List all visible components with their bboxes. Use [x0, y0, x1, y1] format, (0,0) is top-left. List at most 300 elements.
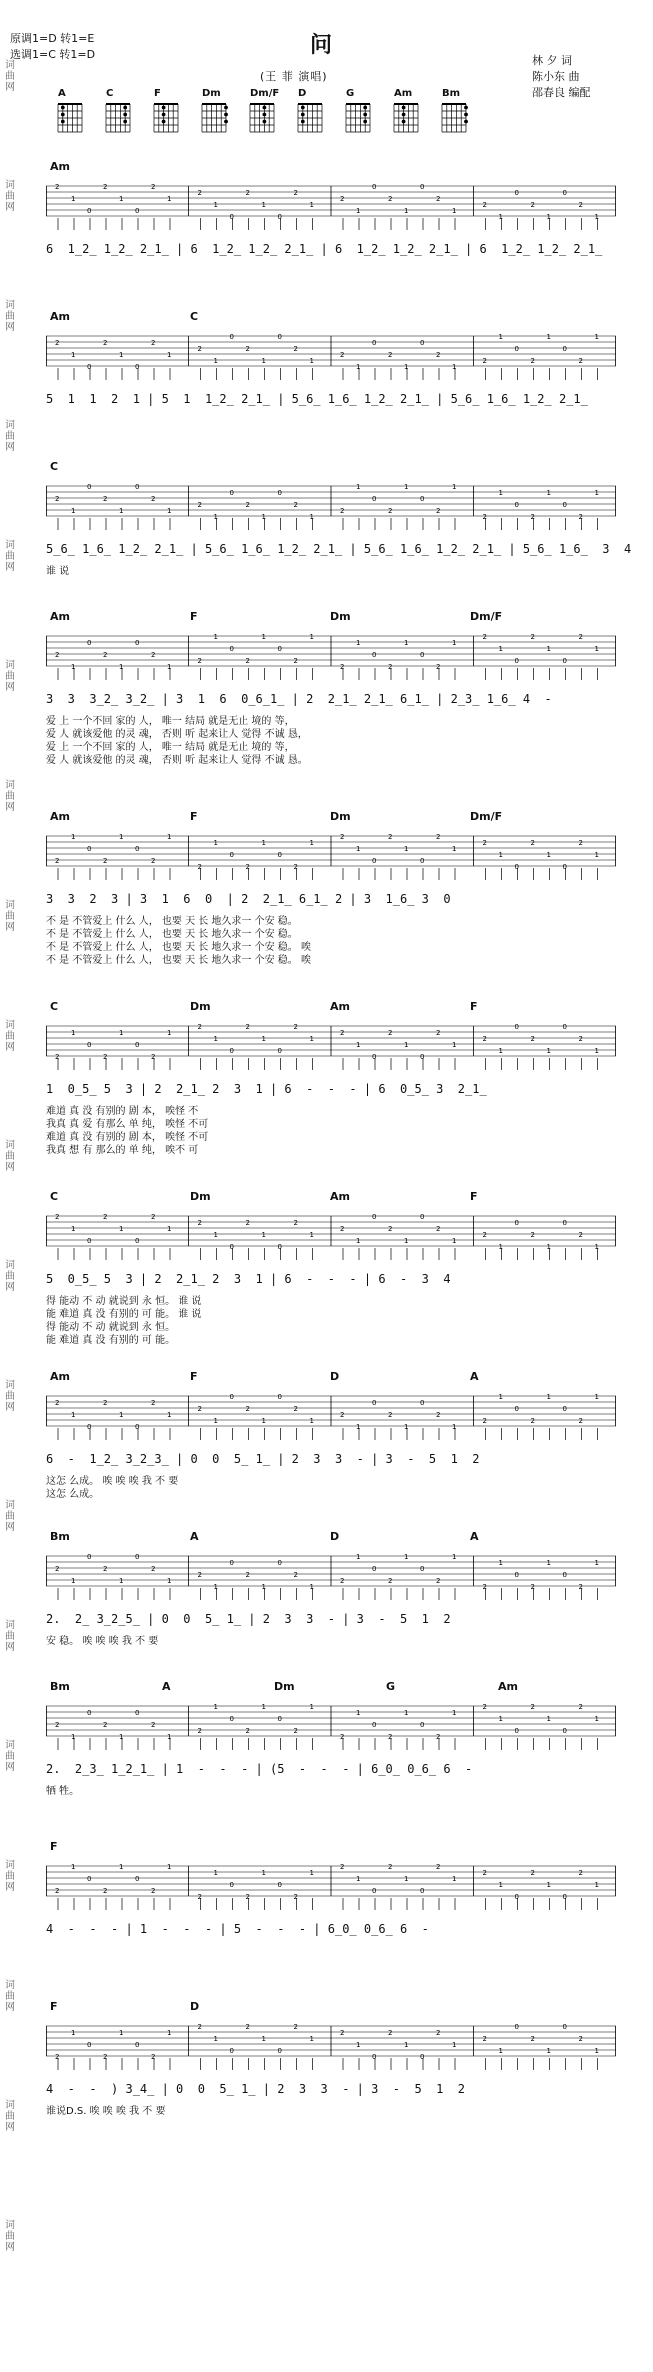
svg-text:1: 1 [261, 201, 266, 209]
chord-symbol: C [50, 460, 59, 473]
svg-text:2: 2 [578, 1231, 583, 1239]
lyric-line: 能 难道 真 没 有别的 可 能。 [46, 1335, 176, 1346]
svg-text:1: 1 [546, 2047, 551, 2055]
sidebar-watermark-text: 词 曲 网 [5, 2100, 15, 2133]
chord-symbol: Am [50, 610, 70, 623]
tab-staff [46, 1022, 616, 1070]
svg-text:1: 1 [167, 351, 172, 359]
svg-text:2: 2 [436, 663, 441, 671]
jianpu-line: 2. 2̲ 3̲2̲5̲ | 0 0 5̲ 1̲ | 2 3 3 - | 3 - 5 1 2 [46, 1612, 451, 1626]
svg-text:2: 2 [340, 663, 345, 671]
svg-text:2: 2 [55, 495, 60, 503]
svg-text:0: 0 [562, 1405, 567, 1413]
sidebar-watermark-text: 词 曲 网 [5, 1380, 15, 1413]
svg-text:2: 2 [388, 1411, 393, 1419]
svg-text:1: 1 [213, 1417, 218, 1425]
svg-text:1: 1 [71, 1411, 76, 1419]
svg-text:1: 1 [452, 1423, 457, 1431]
svg-text:2: 2 [55, 1721, 60, 1729]
svg-text:2: 2 [245, 1893, 250, 1901]
svg-text:1: 1 [452, 845, 457, 853]
lyric-line: 不 是 不管爱上 什么 人， 也要 天 长 地久求一 个安 稳。 唉 [46, 942, 311, 953]
svg-text:0: 0 [372, 183, 377, 191]
svg-text:1: 1 [452, 1237, 457, 1245]
tab-staff [46, 482, 616, 530]
svg-text:2: 2 [340, 1863, 345, 1871]
svg-text:2: 2 [388, 2029, 393, 2037]
svg-text:1: 1 [167, 833, 172, 841]
svg-text:2: 2 [197, 501, 202, 509]
svg-text:2: 2 [151, 2053, 156, 2061]
svg-text:0: 0 [87, 483, 92, 491]
svg-text:2: 2 [482, 1583, 487, 1591]
svg-text:1: 1 [546, 489, 551, 497]
svg-text:1: 1 [404, 1423, 409, 1431]
chord-diagram-label: C [106, 88, 114, 99]
svg-text:1: 1 [309, 1417, 314, 1425]
svg-text:1: 1 [356, 639, 361, 647]
svg-text:0: 0 [420, 183, 425, 191]
svg-text:2: 2 [388, 1577, 393, 1585]
svg-text:2: 2 [197, 1893, 202, 1901]
svg-text:0: 0 [229, 213, 234, 221]
svg-text:1: 1 [309, 1869, 314, 1877]
sidebar-watermark-text: 词 曲 网 [5, 540, 15, 573]
svg-text:0: 0 [135, 1875, 140, 1883]
tab-staff [46, 1392, 616, 1440]
svg-text:1: 1 [309, 1035, 314, 1043]
chord-symbol: F [50, 1840, 58, 1853]
tab-staff [46, 332, 616, 380]
lyric-line: 我真 真 爱 有那么 单 纯， 唉怪 不可 [46, 1119, 209, 1130]
chord-grid-icon [248, 102, 276, 134]
svg-text:1: 1 [594, 489, 599, 497]
key-line-selected: 选调1=C 转1=D [10, 48, 96, 61]
tab-staff [46, 182, 616, 230]
svg-text:0: 0 [372, 1399, 377, 1407]
svg-text:1: 1 [452, 1553, 457, 1561]
svg-text:0: 0 [135, 1041, 140, 1049]
svg-text:0: 0 [420, 1887, 425, 1895]
chord-symbol: A [470, 1530, 479, 1543]
svg-text:2: 2 [293, 863, 298, 871]
svg-text:0: 0 [372, 1721, 377, 1729]
svg-text:0: 0 [372, 857, 377, 865]
svg-text:2: 2 [103, 495, 108, 503]
svg-text:2: 2 [293, 189, 298, 197]
svg-text:2: 2 [245, 1571, 250, 1579]
svg-text:1: 1 [498, 1047, 503, 1055]
svg-text:2: 2 [482, 513, 487, 521]
svg-text:2: 2 [103, 183, 108, 191]
svg-text:1: 1 [594, 1243, 599, 1251]
svg-text:1: 1 [594, 1559, 599, 1567]
svg-text:1: 1 [356, 1709, 361, 1717]
svg-text:1: 1 [261, 1231, 266, 1239]
svg-text:1: 1 [261, 1583, 266, 1591]
sidebar-watermark-text: 词 曲 网 [5, 1140, 15, 1173]
credit-arranger: 邵春良 编配 [532, 86, 591, 99]
svg-text:1: 1 [261, 1703, 266, 1711]
svg-text:2: 2 [388, 507, 393, 515]
svg-text:0: 0 [87, 1553, 92, 1561]
jianpu-line: 3 3 3̲2̲ 3̲2̲ | 3 1 6 0̲6̲1̲ | 2 2̲1̲ 2̲1̲ 6̲1̲ | 2̲3̲ 1̲6̲ 4 - [46, 692, 552, 706]
svg-text:1: 1 [167, 1029, 172, 1037]
svg-text:2: 2 [103, 1213, 108, 1221]
svg-text:0: 0 [420, 1053, 425, 1061]
svg-text:1: 1 [452, 1041, 457, 1049]
svg-text:2: 2 [55, 857, 60, 865]
credit-music: 陈小东 曲 [532, 70, 580, 83]
svg-text:2: 2 [151, 1053, 156, 1061]
lyric-line: 难道 真 没 有别的 剧 本， 唉怪 不可 [46, 1132, 209, 1143]
svg-text:1: 1 [356, 483, 361, 491]
chord-symbol: D [190, 2000, 200, 2013]
svg-text:2: 2 [340, 507, 345, 515]
tab-staff [46, 1702, 616, 1750]
svg-text:1: 1 [498, 1559, 503, 1567]
lyric-line: 能 难道 真 没 有别的 可 能。 谁 说 [46, 1309, 202, 1320]
svg-text:0: 0 [277, 333, 282, 341]
svg-text:2: 2 [436, 507, 441, 515]
svg-text:1: 1 [594, 851, 599, 859]
svg-text:1: 1 [119, 507, 124, 515]
sidebar-watermark-text: 词 曲 网 [5, 1980, 15, 2013]
svg-text:2: 2 [578, 633, 583, 641]
svg-text:2: 2 [293, 1219, 298, 1227]
svg-text:1: 1 [546, 333, 551, 341]
svg-text:0: 0 [87, 1709, 92, 1717]
svg-text:1: 1 [309, 513, 314, 521]
lyric-line: 牺 牲。 [46, 1786, 80, 1797]
svg-text:1: 1 [261, 1869, 266, 1877]
svg-text:0: 0 [372, 2053, 377, 2061]
svg-text:0: 0 [514, 1893, 519, 1901]
chord-symbol: F [190, 610, 198, 623]
svg-text:2: 2 [151, 1213, 156, 1221]
svg-text:1: 1 [404, 363, 409, 371]
svg-text:1: 1 [546, 1243, 551, 1251]
svg-text:1: 1 [167, 1577, 172, 1585]
chord-symbol: Bm [50, 1680, 70, 1693]
svg-text:2: 2 [388, 1029, 393, 1037]
svg-text:1: 1 [167, 663, 172, 671]
svg-text:1: 1 [356, 363, 361, 371]
svg-text:2: 2 [578, 2035, 583, 2043]
chord-symbol: Am [50, 310, 70, 323]
chord-grid-icon [56, 102, 84, 134]
svg-text:1: 1 [167, 1733, 172, 1741]
svg-text:2: 2 [245, 657, 250, 665]
svg-text:2: 2 [436, 1411, 441, 1419]
chord-symbol: A [190, 1530, 199, 1543]
chord-symbol: C [50, 1190, 59, 1203]
svg-text:2: 2 [151, 339, 156, 347]
svg-text:0: 0 [372, 339, 377, 347]
svg-text:2: 2 [388, 833, 393, 841]
svg-text:2: 2 [530, 1869, 535, 1877]
svg-text:2: 2 [436, 1225, 441, 1233]
svg-text:1: 1 [594, 1393, 599, 1401]
svg-text:1: 1 [71, 2029, 76, 2037]
svg-text:2: 2 [197, 1023, 202, 1031]
svg-text:1: 1 [546, 1715, 551, 1723]
jianpu-line: 4 - - - | 1 - - - | 5 - - - | 6̲0̲ 0̲6̲ 6 - [46, 1922, 429, 1936]
svg-text:0: 0 [562, 1219, 567, 1227]
svg-text:1: 1 [546, 1393, 551, 1401]
chord-grid-icon [152, 102, 180, 134]
svg-text:0: 0 [514, 657, 519, 665]
svg-text:0: 0 [562, 189, 567, 197]
chord-symbol: F [50, 2000, 58, 2013]
lyric-line: 谁 说 [46, 566, 70, 577]
svg-text:0: 0 [135, 2041, 140, 2049]
svg-text:2: 2 [578, 1417, 583, 1425]
svg-text:2: 2 [245, 1727, 250, 1735]
svg-text:0: 0 [87, 1875, 92, 1883]
svg-text:0: 0 [135, 639, 140, 647]
svg-text:0: 0 [229, 1393, 234, 1401]
sidebar-watermark-text: 词 曲 网 [5, 1500, 15, 1533]
jianpu-line: 2. 2̲3̲ 1̲2̲1̲ | 1 - - - | (5 - - - | 6̲0̲ 0̲6̲ 6 - [46, 1762, 473, 1776]
chord-symbol: Dm [330, 810, 351, 823]
sidebar-watermark-text: 词 曲 网 [5, 180, 15, 213]
svg-text:2: 2 [340, 1577, 345, 1585]
svg-text:1: 1 [213, 1703, 218, 1711]
svg-text:1: 1 [119, 1411, 124, 1419]
svg-text:2: 2 [103, 1565, 108, 1573]
svg-text:2: 2 [388, 195, 393, 203]
svg-text:2: 2 [578, 1869, 583, 1877]
tab-staff [46, 1862, 616, 1910]
svg-text:1: 1 [546, 1881, 551, 1889]
svg-text:1: 1 [71, 1029, 76, 1037]
svg-text:2: 2 [245, 1219, 250, 1227]
svg-text:2: 2 [55, 1399, 60, 1407]
svg-text:0: 0 [229, 645, 234, 653]
svg-text:0: 0 [229, 2047, 234, 2055]
svg-text:0: 0 [87, 845, 92, 853]
sidebar-watermark-text: 词 曲 网 [5, 1860, 15, 1893]
svg-text:1: 1 [261, 839, 266, 847]
svg-text:2: 2 [55, 1565, 60, 1573]
svg-text:1: 1 [71, 1733, 76, 1741]
svg-text:1: 1 [167, 507, 172, 515]
svg-text:2: 2 [103, 1887, 108, 1895]
svg-text:1: 1 [498, 333, 503, 341]
svg-text:1: 1 [261, 513, 266, 521]
chord-symbol: F [190, 810, 198, 823]
svg-text:1: 1 [213, 357, 218, 365]
svg-text:0: 0 [372, 651, 377, 659]
tab-staff [46, 632, 616, 680]
svg-text:1: 1 [452, 2041, 457, 2049]
svg-text:2: 2 [340, 833, 345, 841]
svg-text:1: 1 [498, 2047, 503, 2055]
svg-text:2: 2 [151, 1565, 156, 1573]
jianpu-line: 1 0̲5̲ 5 3 | 2 2̲1̲ 2 3 1 | 6 - - - | 6 0̲5̲ 3 2̲1̲ [46, 1082, 487, 1096]
svg-text:1: 1 [356, 845, 361, 853]
svg-text:2: 2 [103, 339, 108, 347]
svg-text:0: 0 [135, 363, 140, 371]
song-title: 问 [310, 32, 333, 58]
svg-text:2: 2 [103, 1721, 108, 1729]
svg-text:2: 2 [530, 1035, 535, 1043]
lyric-line: 不 是 不管爱上 什么 人， 也要 天 长 地久求一 个安 稳。 唉 [46, 955, 311, 966]
svg-text:1: 1 [546, 1559, 551, 1567]
svg-text:0: 0 [562, 1023, 567, 1031]
chord-symbol: C [190, 310, 199, 323]
svg-text:1: 1 [167, 1225, 172, 1233]
svg-text:2: 2 [151, 1721, 156, 1729]
svg-text:1: 1 [119, 663, 124, 671]
svg-text:2: 2 [530, 357, 535, 365]
svg-text:1: 1 [452, 207, 457, 215]
svg-text:2: 2 [578, 513, 583, 521]
svg-text:1: 1 [356, 1041, 361, 1049]
svg-text:1: 1 [309, 839, 314, 847]
svg-text:2: 2 [245, 501, 250, 509]
svg-text:1: 1 [167, 195, 172, 203]
svg-text:1: 1 [213, 633, 218, 641]
svg-text:2: 2 [151, 495, 156, 503]
svg-text:0: 0 [514, 863, 519, 871]
svg-text:1: 1 [404, 1553, 409, 1561]
svg-text:1: 1 [498, 1393, 503, 1401]
chord-diagram-label: D [298, 88, 307, 99]
chord-symbol: Am [498, 1680, 518, 1693]
chord-symbol: A [470, 1370, 479, 1383]
svg-text:0: 0 [562, 657, 567, 665]
svg-text:0: 0 [420, 1213, 425, 1221]
svg-text:2: 2 [436, 833, 441, 841]
svg-text:2: 2 [578, 1035, 583, 1043]
svg-text:2: 2 [55, 339, 60, 347]
svg-text:0: 0 [229, 1559, 234, 1567]
svg-text:1: 1 [167, 2029, 172, 2037]
tab-staff [46, 2022, 616, 2070]
svg-text:0: 0 [135, 483, 140, 491]
svg-text:2: 2 [340, 1029, 345, 1037]
lyric-line: 得 能动 不 动 就说到 永 恒。 谁 说 [46, 1296, 202, 1307]
svg-text:1: 1 [594, 2047, 599, 2055]
svg-text:1: 1 [167, 1411, 172, 1419]
svg-text:1: 1 [404, 2041, 409, 2049]
svg-text:0: 0 [420, 2053, 425, 2061]
svg-text:1: 1 [213, 201, 218, 209]
svg-text:0: 0 [372, 1887, 377, 1895]
svg-text:0: 0 [277, 489, 282, 497]
chord-symbol: Bm [50, 1530, 70, 1543]
lyric-line: 谁说D.S. 唉 唉 唉 我 不 要 [46, 2106, 166, 2117]
score-header [0, 0, 653, 140]
svg-text:1: 1 [309, 357, 314, 365]
svg-text:1: 1 [356, 1237, 361, 1245]
jianpu-line: 3 3 2 3 | 3 1 6 0 | 2 2̲1̲ 6̲1̲ 2 | 3 1̲6̲ 3 0 [46, 892, 451, 906]
svg-text:0: 0 [277, 1559, 282, 1567]
svg-text:0: 0 [514, 1727, 519, 1735]
svg-text:2: 2 [436, 2029, 441, 2037]
svg-text:0: 0 [277, 645, 282, 653]
svg-text:2: 2 [482, 1869, 487, 1877]
svg-text:1: 1 [546, 645, 551, 653]
key-line-original: 原调1=D 转1=E [10, 32, 95, 45]
svg-text:0: 0 [135, 1709, 140, 1717]
svg-text:0: 0 [420, 857, 425, 865]
svg-text:2: 2 [530, 633, 535, 641]
svg-text:2: 2 [482, 1035, 487, 1043]
chord-diagram-label: Bm [442, 88, 461, 99]
jianpu-line: 5̲6̲ 1̲6̲ 1̲2̲ 2̲1̲ | 5̲6̲ 1̲6̲ 1̲2̲ 2̲1̲ | 5̲6̲ 1̲6̲ 1̲2̲ 2̲1̲ | 5̲6̲ 1̲6̲ 3 4 [46, 542, 632, 556]
lyric-line: 爱 人 就该爱他 的灵 魂， 否则 听 起来让人 觉得 不诚 恳， [46, 729, 308, 740]
lyric-line: 爱 人 就该爱他 的灵 魂， 否则 听 起来让人 觉得 不诚 恳。 [46, 755, 308, 766]
svg-text:2: 2 [388, 1225, 393, 1233]
svg-text:2: 2 [55, 183, 60, 191]
svg-text:1: 1 [404, 845, 409, 853]
svg-text:1: 1 [594, 213, 599, 221]
svg-text:2: 2 [482, 2035, 487, 2043]
svg-text:1: 1 [119, 1863, 124, 1871]
svg-text:0: 0 [277, 1047, 282, 1055]
svg-text:1: 1 [594, 1881, 599, 1889]
svg-text:0: 0 [420, 651, 425, 659]
sidebar-watermark-text: 词 曲 网 [5, 660, 15, 693]
svg-text:0: 0 [514, 1219, 519, 1227]
svg-text:2: 2 [197, 1571, 202, 1579]
svg-text:2: 2 [436, 351, 441, 359]
svg-text:0: 0 [562, 501, 567, 509]
sidebar-watermark-text: 词 曲 网 [5, 1740, 15, 1773]
sidebar-watermark-text: 词 曲 网 [5, 60, 15, 93]
svg-text:0: 0 [514, 1023, 519, 1031]
svg-text:1: 1 [261, 633, 266, 641]
svg-text:2: 2 [55, 651, 60, 659]
svg-text:2: 2 [151, 857, 156, 865]
svg-text:0: 0 [87, 2041, 92, 2049]
svg-text:2: 2 [530, 839, 535, 847]
chord-symbol: Dm [190, 1000, 211, 1013]
svg-text:1: 1 [546, 851, 551, 859]
svg-text:1: 1 [71, 507, 76, 515]
svg-text:2: 2 [436, 1863, 441, 1871]
svg-text:2: 2 [340, 2029, 345, 2037]
svg-text:0: 0 [87, 639, 92, 647]
svg-text:0: 0 [135, 207, 140, 215]
svg-text:1: 1 [213, 1583, 218, 1591]
svg-text:0: 0 [562, 345, 567, 353]
chord-symbol: F [470, 1000, 478, 1013]
svg-text:2: 2 [436, 1733, 441, 1741]
svg-text:1: 1 [119, 351, 124, 359]
sidebar-watermark-text: 词 曲 网 [5, 420, 15, 453]
svg-text:1: 1 [452, 1709, 457, 1717]
svg-text:1: 1 [261, 357, 266, 365]
svg-text:2: 2 [197, 345, 202, 353]
svg-text:0: 0 [420, 1721, 425, 1729]
lyric-line: 难道 真 没 有别的 剧 本， 唉怪 不 [46, 1106, 199, 1117]
svg-text:2: 2 [482, 1231, 487, 1239]
svg-text:1: 1 [404, 639, 409, 647]
svg-text:2: 2 [482, 1703, 487, 1711]
svg-text:1: 1 [404, 1875, 409, 1883]
tab-staff [46, 1212, 616, 1260]
svg-text:1: 1 [498, 489, 503, 497]
svg-text:1: 1 [498, 1243, 503, 1251]
svg-text:2: 2 [197, 189, 202, 197]
svg-text:0: 0 [562, 863, 567, 871]
svg-text:0: 0 [562, 2023, 567, 2031]
chord-symbol: F [470, 1190, 478, 1203]
